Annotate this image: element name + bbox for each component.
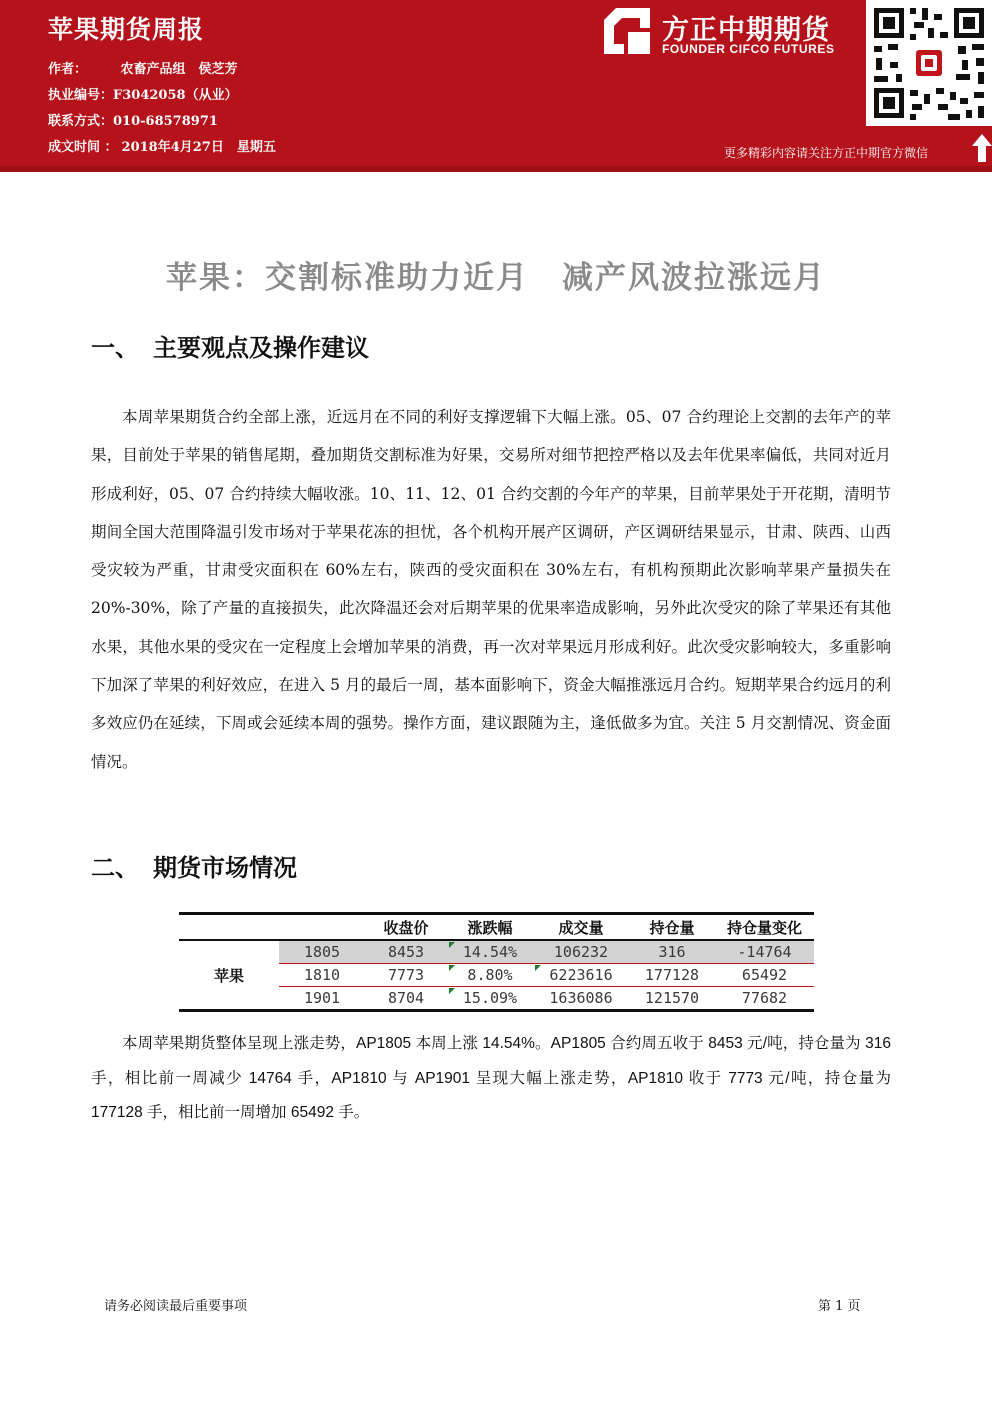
up-arrow-icon <box>972 134 992 162</box>
logo-english-name: FOUNDER CIFCO FUTURES <box>662 42 835 56</box>
volume-cell <box>533 964 629 987</box>
logo-chinese-name: 方正中期期货 <box>662 15 830 46</box>
market-table <box>179 912 814 1012</box>
report-header <box>0 0 992 166</box>
contact-label: 联系方式： <box>48 114 114 129</box>
oi-cell: 316 <box>629 940 715 964</box>
cell-marker-icon <box>535 965 541 971</box>
author-value: 农畜产品组 侯芝芳 <box>120 62 238 77</box>
table-row <box>179 940 814 964</box>
table-header-oi: 持仓量 <box>629 914 715 941</box>
section-heading-1 <box>91 328 369 363</box>
table-header-blank <box>179 914 279 941</box>
section-title-1: 主要观点及操作建议 <box>153 334 369 362</box>
footer-disclaimer-note: 请务必阅读最后重要事项 <box>104 1299 248 1314</box>
contract-cell: 1805 <box>279 940 365 964</box>
volume-value: 6223616 <box>549 966 613 984</box>
qr-code-icon <box>866 0 992 126</box>
founder-logo-icon <box>604 8 650 54</box>
license-label: 执业编号： <box>48 88 114 103</box>
follow-wechat-text: 更多精彩内容请关注方正中期官方微信 <box>724 146 929 160</box>
commodity-name-cell: 苹果 <box>179 940 279 1011</box>
author-label: 作者： <box>48 62 88 77</box>
oi-change-cell: -14764 <box>715 940 814 964</box>
table-header-oi-change: 持仓量变化 <box>715 914 814 941</box>
date-value: 2018年4月27日 星期五 <box>121 140 276 155</box>
author-line <box>48 58 238 77</box>
volume-cell: 106232 <box>533 940 629 964</box>
cell-marker-icon <box>449 988 455 994</box>
change-value: 8.80% <box>467 966 513 984</box>
close-cell: 7773 <box>365 964 447 987</box>
contract-cell: 1901 <box>279 987 365 1011</box>
change-value: 14.54% <box>462 943 518 961</box>
oi-change-cell: 65492 <box>715 964 814 987</box>
report-title: 苹果期货周报 <box>48 15 205 44</box>
company-logo <box>604 8 859 58</box>
change-cell <box>447 964 533 987</box>
oi-cell: 121570 <box>629 987 715 1011</box>
contact-value: 010-68578971 <box>113 114 218 129</box>
table-header-contract <box>279 914 365 941</box>
article-title: 苹果：交割标准助力近月 减产风波拉涨远月 <box>166 260 826 296</box>
main-view-paragraph: 本周苹果期货合约全部上涨，近远月在不同的利好支撑逻辑下大幅上涨。05、07 合约理论上交割的去年产的苹果，目前处于苹果的销售尾期，叠加期货交割标准为好果，交易所对细节把控严格以及去年优果率偏低，共同对近月形成利好，05、07 合约持续大幅收涨。10、11、12、01 合约交割的今年产的苹果，目前苹果处于开花期，清明节期间全国大范围降温引发市场对于苹果花冻的担忧，各个机构开展产区调研，产区调研结果显示，甘肃、陕西、山西受灾较为严重，甘肃受灾面积在 60%左右，陕西的受灾面积在 30%左右，有机构预期此次影响苹果产量损失在 20%-30%，除了产量的直接损失，此次降温还会对后期苹果的优果率造成影响，另外此次受灾的除了苹果还有其他水果，其他水果的受灾在一定程度上会增加苹果的消费，再一次对苹果远月形成利好。此次受灾影响较大，多重影响下加深了苹果的利好效应，在进入 5 月的最后一周，基本面影响下，资金大幅推涨远月合约。短期苹果合约远月的利多效应仍在延续，下周或会延续本周的强势。操作方面，建议跟随为主，逢低做多为宜。关注 5 月交割情况、资金面情况。 <box>91 408 891 771</box>
change-cell <box>447 940 533 964</box>
cell-marker-icon <box>449 965 455 971</box>
page-number: 第 1 页 <box>818 1299 861 1314</box>
volume-cell: 1636086 <box>533 987 629 1011</box>
date-line <box>48 136 276 155</box>
table-header-close: 收盘价 <box>365 914 447 941</box>
section-heading-2 <box>91 848 297 883</box>
date-label: 成文时间 ： <box>48 140 118 155</box>
header-divider <box>0 166 992 172</box>
change-cell <box>447 987 533 1011</box>
oi-change-cell: 77682 <box>715 987 814 1011</box>
table-header-change: 涨跌幅 <box>447 914 533 941</box>
oi-cell: 177128 <box>629 964 715 987</box>
section-title-2: 期货市场情况 <box>153 854 297 882</box>
market-summary-paragraph: 本周苹果期货整体呈现上涨走势，AP1805 本周上涨 14.54%。AP1805 合约周五收于 8453 元/吨，持仓量为 316 手，相比前一周减少 14764 手，AP1810 与 AP1901 呈现大幅上涨走势，AP1810 收于 7773 元/吨，持仓量为 177128 手，相比前一周增加 65492 手。 <box>91 1035 891 1121</box>
license-line <box>48 84 238 103</box>
license-value: F3042058（从业） <box>113 88 238 103</box>
table-header-row <box>179 914 814 941</box>
contract-cell: 1810 <box>279 964 365 987</box>
change-value: 15.09% <box>462 989 518 1007</box>
close-cell: 8704 <box>365 987 447 1011</box>
close-cell: 8453 <box>365 940 447 964</box>
contact-line <box>48 110 218 129</box>
section-number-2: 二、 <box>91 854 139 882</box>
cell-marker-icon <box>449 942 455 948</box>
table-header-volume: 成交量 <box>533 914 629 941</box>
section-number-1: 一、 <box>91 334 139 362</box>
